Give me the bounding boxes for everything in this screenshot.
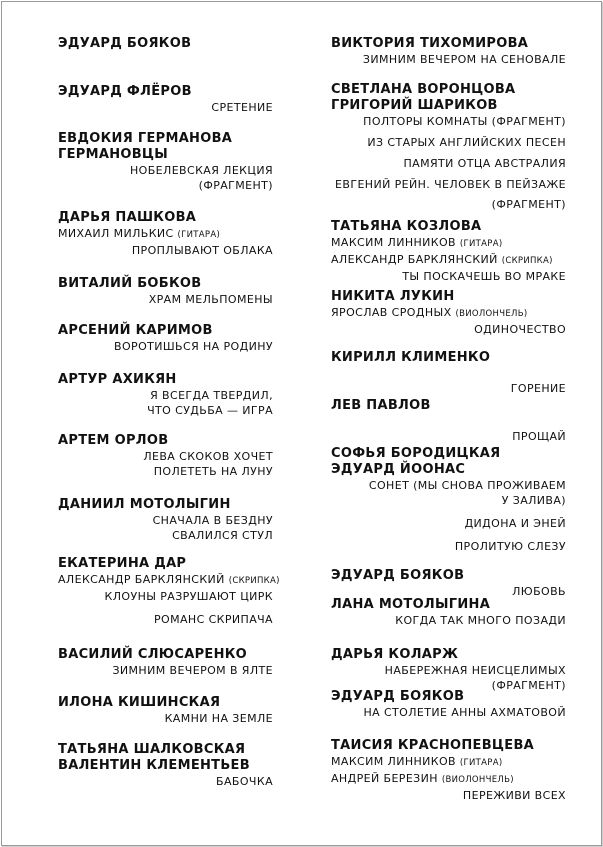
performer-name: ТАИСИЯ КРАСНОПЕВЦЕВА: [331, 738, 535, 753]
accompanist-name: МАКСИМ ЛИННИКОВ: [331, 755, 457, 768]
program-entry: [331, 568, 566, 599]
program-entry: [58, 742, 273, 789]
accompanist-instrument: (ВИОЛОНЧЕЛЬ): [441, 775, 514, 785]
piece-title: ПОЛТОРЫ КОМНАТЫ (ФРАГМЕНТ): [363, 115, 566, 128]
performer-name: ДАРЬЯ ПАШКОВА: [58, 210, 197, 225]
program-entry: [331, 219, 566, 284]
piece-title: ПОЛЕТЕТЬ НА ЛУНУ: [153, 465, 273, 478]
accompanist-line: [331, 771, 566, 788]
program-entry: [331, 647, 566, 693]
performer-name: ВИКТОРИЯ ТИХОМИРОВА: [331, 36, 529, 51]
piece-title: (ФРАГМЕНТ): [491, 679, 566, 692]
performer-name: ТАТЬЯНА КОЗЛОВА: [331, 219, 482, 234]
piece-title: ОДИНОЧЕСТВО: [474, 323, 566, 336]
piece-title: СОНЕТ (МЫ СНОВА ПРОЖИВАЕМ: [368, 479, 566, 492]
performer-name: ЛЕВ ПАВЛОВ: [331, 398, 431, 413]
accompanist-line: [331, 252, 566, 269]
piece-title: ЕВГЕНИЙ РЕЙН. ЧЕЛОВЕК В ПЕЙЗАЖЕ: [335, 178, 566, 191]
piece-title: ГОРЕНИЕ: [510, 382, 566, 395]
program-entry: [58, 276, 273, 307]
piece-title: СНАЧАЛА В БЕЗДНУ: [152, 514, 273, 527]
accompanist-name: МАКСИМ ЛИННИКОВ: [331, 236, 457, 249]
performer-name: ВАСИЛИЙ СЛЮСАРЕНКО: [58, 647, 248, 662]
piece-title: ИЗ СТАРЫХ АНГЛИЙСКИХ ПЕСЕН: [367, 136, 566, 149]
performer-name: ЭДУАРД ФЛЁРОВ: [58, 84, 192, 99]
piece-title: ПРОЩАЙ: [512, 430, 566, 443]
program-entry: [331, 597, 566, 628]
program-entry: [331, 446, 566, 554]
performer-name: АРТЕМ ОРЛОВ: [58, 433, 169, 448]
piece-title: ПРОЛИТУЮ СЛЕЗУ: [454, 540, 566, 553]
program-entry: [58, 84, 273, 115]
piece-title: КЛОУНЫ РАЗРУШАЮТ ЦИРК: [104, 590, 273, 603]
program-entry: [58, 695, 273, 726]
piece-title: ЧТО СУДЬБА — ИГРА: [147, 404, 273, 417]
program-entry: [58, 131, 273, 193]
piece-title: КОГДА ТАК МНОГО ПОЗАДИ: [395, 614, 566, 627]
performer-name: АРТУР АХИКЯН: [58, 372, 177, 387]
performer-name: ТАТЬЯНА ШАЛКОВСКАЯ: [58, 742, 246, 757]
piece-title: ТЫ ПОСКАЧЕШЬ ВО МРАКЕ: [402, 270, 566, 283]
piece-title: РОМАНС СКРИПАЧА: [154, 613, 273, 626]
program-entry: [331, 82, 566, 212]
performer-name: ЕКАТЕРИНА ДАР: [58, 556, 187, 571]
performer-name: АРСЕНИЙ КАРИМОВ: [58, 323, 213, 338]
program-entry: [58, 433, 273, 479]
program-entry: [58, 323, 273, 354]
accompanist-line: [331, 754, 566, 771]
performer-name: ЭДУАРД БОЯКОВ: [331, 568, 465, 583]
program-entry: [58, 497, 273, 543]
program-entry: [58, 372, 273, 418]
performer-name: СОФЬЯ БОРОДИЦКАЯ: [331, 446, 501, 461]
performer-name: ДАРЬЯ КОЛАРЖ: [331, 647, 459, 662]
piece-title: СВАЛИЛСЯ СТУЛ: [172, 529, 273, 542]
program-entry: [331, 398, 566, 444]
piece-title: ВОРОТИШЬСЯ НА РОДИНУ: [114, 340, 273, 353]
accompanist-name: ЯРОСЛАВ СРОДНЫХ: [331, 306, 452, 319]
accompanist-name: АЛЕКСАНДР БАРКЛЯНСКИЙ: [58, 573, 225, 586]
accompanist-instrument: (СКРИПКА): [228, 576, 280, 586]
performer-name: ЛАНА МОТОЛЫГИНА: [331, 597, 491, 612]
performer-name: НИКИТА ЛУКИН: [331, 289, 455, 304]
accompanist-instrument: (ВИОЛОНЧЕЛЬ): [455, 309, 528, 319]
accompanist-instrument: (ГИТАРА): [459, 239, 503, 249]
piece-title: БАБОЧКА: [216, 775, 273, 788]
performer-name: ГЕРМАНОВЦЫ: [58, 147, 169, 162]
piece-title: ЗИМНИМ ВЕЧЕРОМ НА СЕНОВАЛЕ: [362, 53, 566, 66]
program-entry: [331, 689, 566, 720]
piece-title: СРЕТЕНИЕ: [211, 101, 273, 114]
piece-title: У ЗАЛИВА): [501, 494, 566, 507]
piece-title: [331, 366, 566, 381]
program-entry: [331, 738, 566, 803]
performer-name: ГРИГОРИЙ ШАРИКОВ: [331, 98, 498, 113]
program-entry: [58, 210, 273, 258]
accompanist-instrument: (ГИТАРА): [459, 758, 503, 768]
piece-title: [331, 414, 566, 429]
piece-title: ПЕРЕЖИВИ ВСЕХ: [462, 789, 566, 802]
accompanist-line: [331, 235, 566, 252]
piece-title: ДИДОНА И ЭНЕЙ: [464, 517, 566, 530]
program-entry: [58, 556, 280, 627]
piece-title: ХРАМ МЕЛЬПОМЕНЫ: [148, 293, 273, 306]
accompanist-name: АНДРЕЙ БЕРЕЗИН: [331, 772, 438, 785]
performer-name: ИЛОНА КИШИНСКАЯ: [58, 695, 221, 710]
accompanist-instrument: (ГИТАРА): [177, 230, 221, 240]
piece-title: (ФРАГМЕНТ): [491, 198, 566, 211]
piece-title: ПАМЯТИ ОТЦА АВСТРАЛИЯ: [403, 157, 566, 170]
piece-title: Я ВСЕГДА ТВЕРДИЛ,: [150, 389, 273, 402]
program-entry: [331, 36, 566, 67]
accompanist-instrument: (СКРИПКА): [501, 256, 553, 266]
performer-name: ЕВДОКИЯ ГЕРМАНОВА: [58, 131, 233, 146]
performer-name: ЭДУАРД БОЯКОВ: [331, 689, 465, 704]
program-entry: [58, 36, 273, 52]
performer-name: КИРИЛЛ КЛИМЕНКО: [331, 350, 491, 365]
performer-name: ДАНИИЛ МОТОЛЫГИН: [58, 497, 231, 512]
piece-title: НОБЕЛЕВСКАЯ ЛЕКЦИЯ: [130, 164, 273, 177]
program-entry: [331, 289, 566, 337]
accompanist-line: [58, 572, 280, 589]
performer-name: ВАЛЕНТИН КЛЕМЕНТЬЕВ: [58, 758, 250, 773]
piece-title: ЛЕВА СКОКОВ ХОЧЕТ: [143, 450, 273, 463]
program-entry: [58, 647, 273, 678]
accompanist-name: АЛЕКСАНДР БАРКЛЯНСКИЙ: [331, 253, 498, 266]
performer-name: СВЕТЛАНА ВОРОНЦОВА: [331, 82, 516, 97]
accompanist-line: [58, 226, 273, 243]
program-entry: [331, 350, 566, 396]
piece-title: (ФРАГМЕНТ): [198, 179, 273, 192]
performer-name: ВИТАЛИЙ БОБКОВ: [58, 276, 202, 291]
piece-title: ЗИМНИМ ВЕЧЕРОМ В ЯЛТЕ: [112, 664, 273, 677]
accompanist-line: [331, 305, 566, 322]
piece-title: ЛЮБОВЬ: [512, 585, 566, 598]
piece-title: НА СТОЛЕТИЕ АННЫ АХМАТОВОЙ: [363, 706, 566, 719]
performer-name: ЭДУАРД ЙООНАС: [331, 462, 466, 477]
piece-title: НАБЕРЕЖНАЯ НЕИСЦЕЛИМЫХ: [384, 664, 566, 677]
piece-title: ПРОПЛЫВАЮТ ОБЛАКА: [131, 244, 273, 257]
accompanist-name: МИХАИЛ МИЛЬКИС: [58, 227, 174, 240]
performer-name: ЭДУАРД БОЯКОВ: [58, 36, 192, 51]
piece-title: КАМНИ НА ЗЕМЛЕ: [164, 712, 273, 725]
